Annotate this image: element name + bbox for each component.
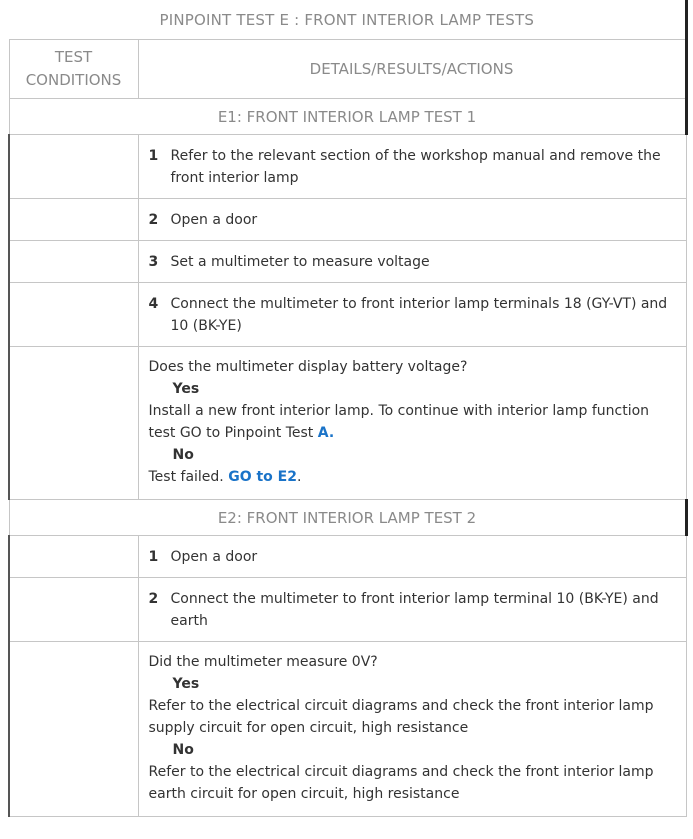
step-text: Open a door [170, 212, 258, 228]
test-condition-cell [9, 536, 138, 578]
table-row [9, 536, 686, 578]
no-action-text: Refer to the electrical circuit diagrams and check the front interior lamp earth circuit for open circuit, high resistance [148, 764, 654, 802]
step-text: Connect the multimeter to front interior lamp terminal 10 (BK-YE) and earth [170, 591, 659, 629]
header-test-conditions-line2: CONDITIONS [25, 71, 122, 89]
step-text: Connect the multimeter to front interior lamp terminals 18 (GY-VT) and 10 (BK-YE) [170, 296, 668, 334]
step-cell [138, 536, 686, 578]
yes-label: Yes [172, 381, 200, 397]
pinpoint-test-a-link[interactable]: A. [317, 425, 335, 441]
step-number: 2 [148, 591, 159, 607]
header-details: DETAILS/RESULTS/ACTIONS [138, 40, 686, 99]
table-row [9, 347, 686, 500]
section-row-e1 [9, 99, 686, 135]
table-row [9, 241, 686, 283]
no-action-tail: . [296, 469, 302, 485]
step-cell [138, 199, 686, 241]
step-cell [138, 283, 686, 347]
step-number: 1 [148, 549, 159, 565]
step-number: 1 [148, 148, 159, 164]
no-label: No [172, 447, 194, 463]
question-text: Does the multimeter display battery voltage? [148, 359, 468, 375]
table-row [9, 642, 686, 817]
test-condition-cell [9, 135, 138, 199]
yes-label: Yes [172, 676, 200, 692]
table-title: PINPOINT TEST E : FRONT INTERIOR LAMP TESTS [9, 0, 686, 40]
no-action [149, 466, 678, 488]
section-title-e2: E2: FRONT INTERIOR LAMP TEST 2 [9, 500, 686, 536]
header-test-conditions [9, 40, 138, 99]
yes-action-text: Refer to the electrical circuit diagrams and check the front interior lamp supply circuit for open circuit, high resistance [148, 698, 654, 736]
test-condition-cell [9, 347, 138, 500]
table-row [9, 199, 686, 241]
section-title-e1: E1: FRONT INTERIOR LAMP TEST 1 [9, 99, 686, 135]
step-cell [138, 135, 686, 199]
table-row [9, 578, 686, 642]
header-row [9, 40, 686, 99]
table-row [9, 135, 686, 199]
question-text: Did the multimeter measure 0V? [148, 654, 378, 670]
step-text: Open a door [170, 549, 258, 565]
table-row [9, 283, 686, 347]
title-row [9, 0, 686, 40]
yes-action-text: Install a new front interior lamp. To continue with interior lamp function test GO to Pinpoint Test [148, 403, 650, 441]
pinpoint-test-table [8, 0, 688, 817]
step-number: 2 [148, 212, 159, 228]
step-text: Set a multimeter to measure voltage [170, 254, 430, 270]
test-condition-cell [9, 199, 138, 241]
step-text: Refer to the relevant section of the workshop manual and remove the front interior lamp [170, 148, 661, 186]
test-condition-cell [9, 642, 138, 817]
no-label: No [172, 742, 194, 758]
header-test-conditions-line1: TEST [54, 48, 93, 66]
test-condition-cell [9, 578, 138, 642]
yes-action [149, 400, 678, 444]
section-row-e2 [9, 500, 686, 536]
no-action-text: Test failed. [148, 469, 229, 485]
step-number: 4 [148, 296, 159, 312]
step-cell [138, 241, 686, 283]
test-condition-cell [9, 283, 138, 347]
step-cell [138, 578, 686, 642]
result-cell [138, 347, 686, 500]
go-to-e2-link[interactable]: GO to E2 [228, 469, 297, 485]
result-cell [138, 642, 686, 817]
step-number: 3 [148, 254, 159, 270]
test-condition-cell [9, 241, 138, 283]
pinpoint-test-document [8, 0, 685, 834]
